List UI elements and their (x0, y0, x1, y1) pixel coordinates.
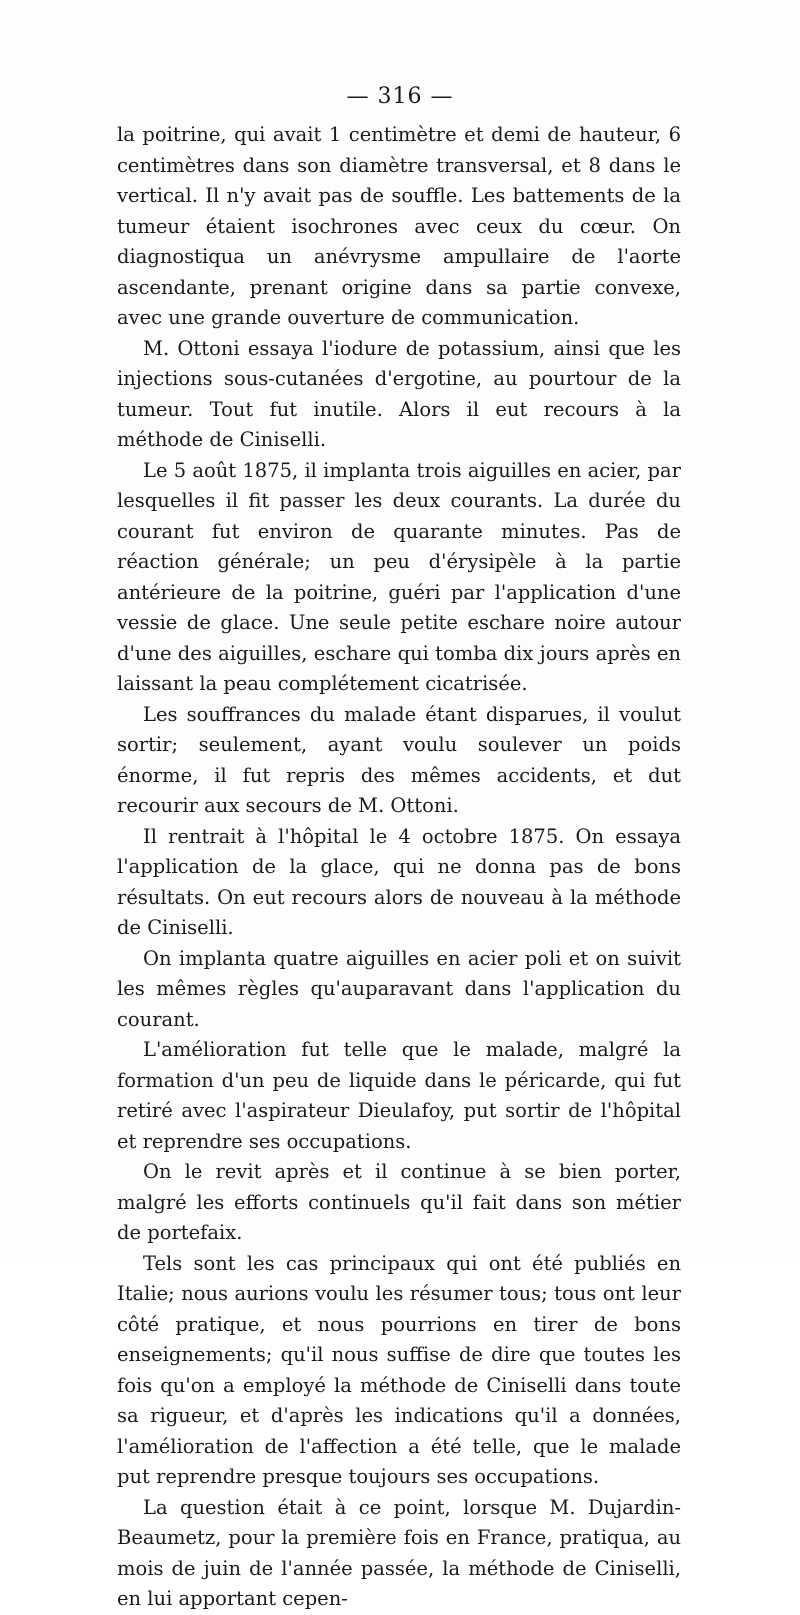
paragraph: la poitrine, qui avait 1 centimètre et demi de hauteur, 6 centimètres dans son diamètre transversal, et 8 dans le vertical. Il n'y avait pas de souffle. Les battements de la tumeur étaient isochrones avec ceux du cœur. On diagnostiqua un anévrysme ampullaire de l'aorte ascendante, prenant origine dans sa partie convexe, avec une grande ouverture de communication. (117, 123, 681, 329)
paragraph: On implanta quatre aiguilles en acier poli et on suivit les mêmes règles qu'auparavant dans l'application du courant. (117, 946, 681, 1031)
paragraph: Il rentrait à l'hôpital le 4 octobre 1875. On essaya l'application de la glace, qui ne donna pas de bons résultats. On eut recours alors de nouveau à la méthode de Ciniselli. (117, 824, 681, 939)
paragraph: Le 5 août 1875, il implanta trois aiguilles en acier, par lesquelles il fit passer les deux courants. La durée du courant fut environ de quarante minutes. Pas de réaction générale; un peu d'érysipèle à la partie antérieure de la poitrine, guéri par l'application d'une vessie de glace. Une seule petite eschare noire autour d'une des aiguilles, eschare qui tomba dix jours après en laissant la peau complétement cicatrisée. (117, 458, 681, 695)
page-number: — 316 — (346, 84, 454, 109)
paragraph: M. Ottoni essaya l'iodure de potassium, ainsi que les injections sous-cutanées d'ergotine, au pourtour de la tumeur. Tout fut inutile. Alors il eut recours à la méthode de Ciniselli. (117, 336, 681, 451)
paragraph: Les souffrances du malade étant disparues, il voulut sortir; seulement, ayant voulu soulever un poids énorme, il fut repris des mêmes accidents, et dut recourir aux secours de M. Ottoni. (117, 702, 681, 817)
body-text (117, 120, 681, 1615)
paragraph: La question était à ce point, lorsque M. Dujardin-Beaumetz, pour la première fois en France, pratiqua, au mois de juin de l'année passée, la méthode de Ciniselli, en lui apportant cepen- (117, 1495, 681, 1610)
paragraph: Tels sont les cas principaux qui ont été publiés en Italie; nous aurions voulu les résumer tous; tous ont leur côté pratique, et nous pourrions en tirer de bons enseignements; qu'il nous suffise de dire que toutes les fois qu'on a employé la méthode de Ciniselli dans toute sa rigueur, et d'après les indications qu'il a données, l'amélioration de l'affection a été telle, que le malade put reprendre presque toujours ses occupations. (117, 1251, 681, 1488)
paragraph: On le revit après et il continue à se bien porter, malgré les efforts continuels qu'il fait dans son métier de portefaix. (117, 1160, 681, 1244)
paragraph: L'amélioration fut telle que le malade, malgré la formation d'un peu de liquide dans le péricarde, qui fut retiré avec l'aspirateur Dieulafoy, put sortir de l'hôpital et reprendre ses occupations. (117, 1038, 681, 1153)
